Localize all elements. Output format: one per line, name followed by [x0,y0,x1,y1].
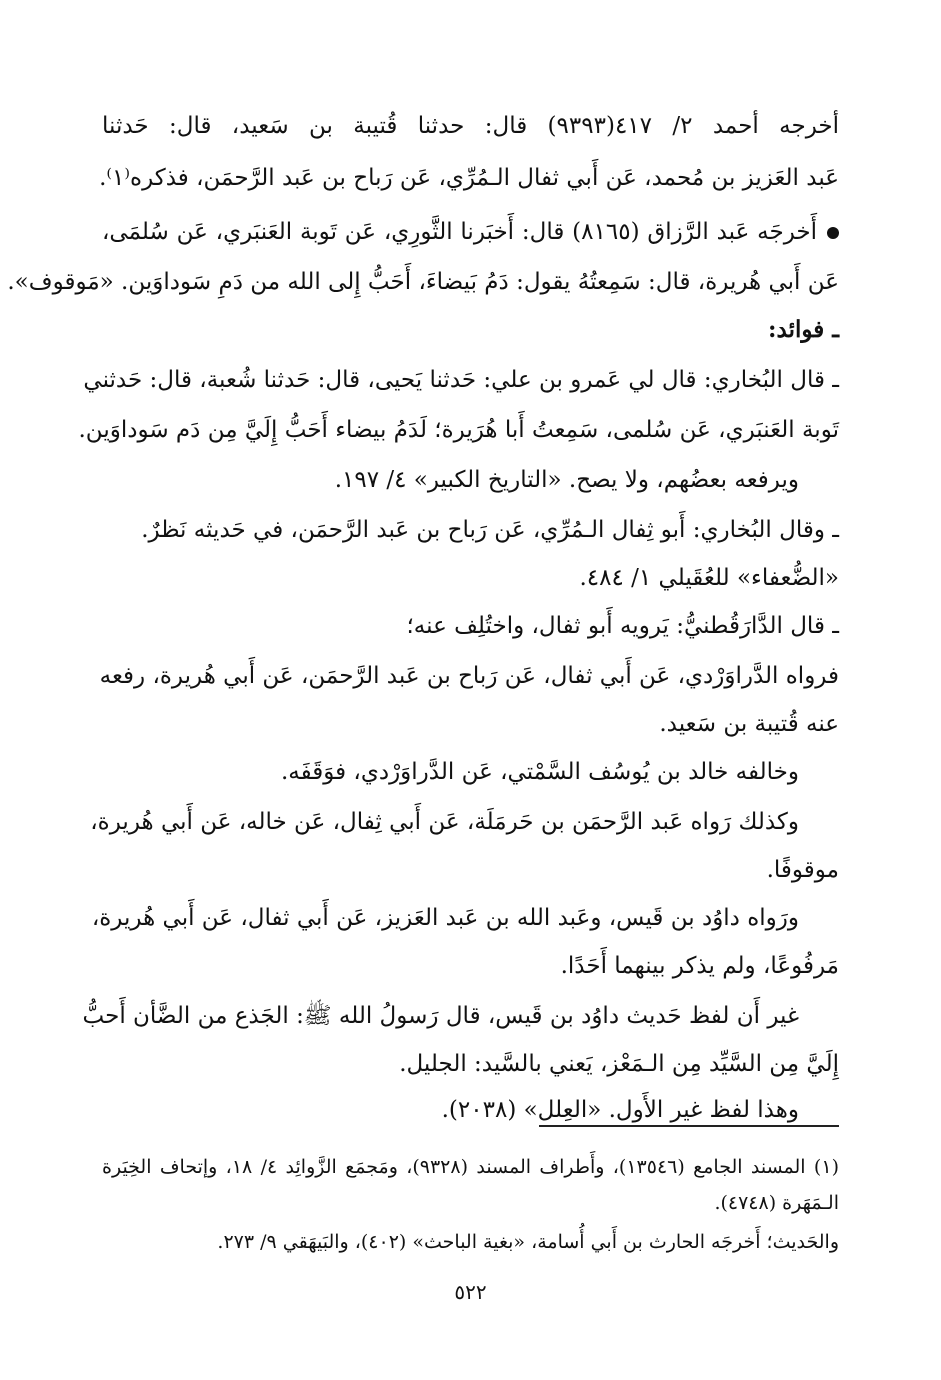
body-line: عَبد العَزيز بن مُحمد، عَن أَبي ثفال الـمُرِّي، عَن رَباح بن عَبد الرَّحمَن، فذكره⁽١⁾. [99,165,839,191]
page-number: ٥٢٢ [454,1280,487,1304]
footnote-line: والحَديث؛ أَخرجَه الحارث بن أَبي أُسامة، «بغية الباحث» (٤٠٢)، والبَيهَقي ٩/ ٢٧٣. [217,1231,839,1253]
body-line: عنه قُتيبة بن سَعيد. [659,711,839,737]
body-line: عَن أَبي هُريرة، قال: سَمِعتُهُ يقول: دَمُ بَيضاءَ، أَحَبُّ إِلى الله من دَمِ سَوداوَين. «مَوقوف». [7,269,839,295]
body-line: «الضُّعفاء» للعُقَيلي ١/ ٤٨٤. [579,565,839,591]
body-line: ـ قال الدَّارَقُطنيُّ: يَرويه أَبو ثفال، واختُلِف عنه؛ [406,613,839,639]
body-line: موقوفًا. [766,857,839,883]
body-line: ـ قال البُخاري: قال لي عَمرو بن علي: حَدثنا يَحيى، قال: حَدثنا شُعبة، قال: حَدثني [83,367,839,393]
body-line: فرواه الدَّراوَرْدي، عَن أَبي ثفال، عَن رَباح بن عَبد الرَّحمَن، عَن أَبي هُريرة، رفعه [99,663,839,689]
bullet-icon [827,227,839,239]
body-line: تَوبة العَنبَري، عَن سُلمى، سَمِعتُ أَبا هُرَيرة؛ لَدَمُ بيضاء أَحَبُّ إِلَيَّ مِن دَم سَوداوَين. [78,417,839,443]
body-line: أخرجه أحمد ٢/ ٤١٧(٩٣٩٣) قال: حدثنا قُتيبة بن سَعيد، قال: حَدثنا [102,113,840,139]
body-line: وكذلك رَواه عَبد الرَّحمَن بن حَرمَلَة، عَن أَبي ثِفال، عَن خاله، عَن أَبي هُريرة، [90,809,799,835]
footnote-line: الـمَهَرة (٤٧٤٨). [714,1192,839,1214]
body-line: وهذا لفظ غير الأَول. «العِلل» (٢٠٣٨). [441,1097,799,1123]
body-line: ـ وقال البُخاري: أَبو ثِفال الـمُرِّي، عَن رَباح بن عَبد الرَّحمَن، في حَديثه نَظرٌ. [141,517,839,543]
body-line: مَرفُوعًا، ولم يذكر بينهما أَحَدًا. [560,953,839,979]
body-line: إِلَيَّ مِن السَّيِّد مِن الـمَعْز، يَعني بالسَّيد: الجليل. [399,1051,839,1077]
bullet-line [102,212,839,252]
body-line: ورَواه داوُد بن قَيس، وعَبد الله بن عَبد العَزيز، عَن أَبي ثفال، عَن أَبي هُريرة، [91,905,799,931]
section-heading: ـ فوائد: [768,316,839,343]
body-line: ويرفعه بعضُهم، ولا يصح. «التاريخ الكبير» ٤/ ١٩٧. [334,467,799,493]
body-line-text: أَخرجَه عَبد الرَّزاق (٨١٦٥) قال: أَخبَرنا الثَّورِي، عَن تَوبة العَنبَري، عَن سُلمَى، [102,219,818,245]
body-line: غير أَن لفظ حَديث داوُد بن قَيس، قال رَسولُ الله ﷺ: الجَذع من الضَّأن أَحبُّ [82,1003,799,1029]
body-line: وخالفه خالد بن يُوسُف السَّمْتي، عَن الدَّراوَرْدي، فوَقَفَه. [280,759,799,785]
footnote-line: (١) المسند الجامع (١٣٥٤٦)، وأَطراف المسند (٩٣٢٨)، ومَجمَع الزَّوائِد ٤/ ١٨، وإتحاف الخِيَرة [102,1156,839,1178]
footnote-divider [539,1125,839,1127]
